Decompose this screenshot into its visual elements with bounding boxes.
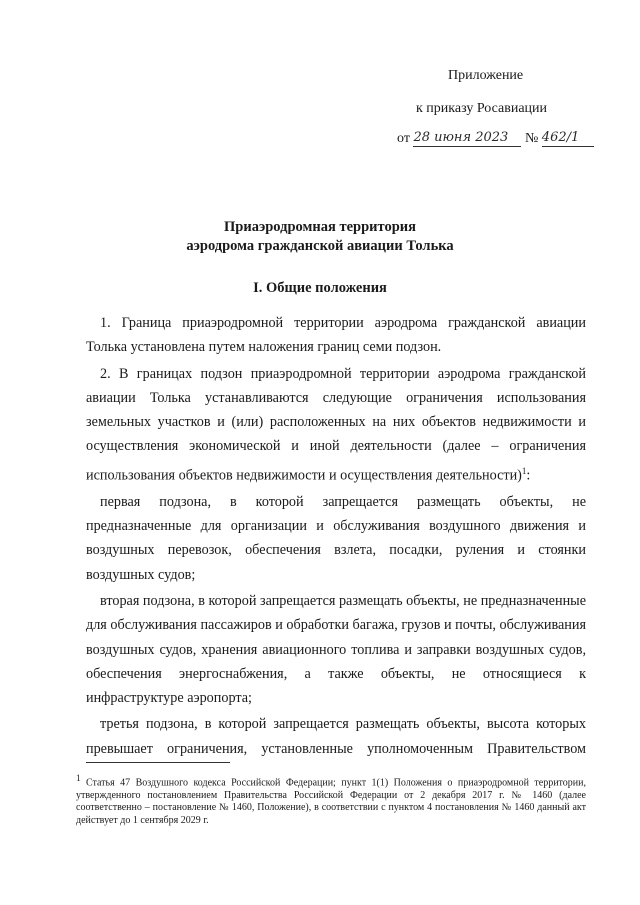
number-prefix: № xyxy=(524,131,539,146)
paragraph-subzone-2: вторая подзона, в которой запрещается размещать объекты, не предназначенные для обслуживания пассажиров и обработки багажа, грузов и почты, обслуживания воздушных судов, хранения авиационного топлива и заправки воздушных судов, обеспечения энергоснабжения, а также объекты, не относящиеся к инфраструктуре аэропорта; xyxy=(86,593,586,707)
footnote-divider xyxy=(86,762,230,763)
number-field xyxy=(542,130,594,147)
document-title-line1: Приаэродромная территория xyxy=(224,219,416,235)
order-reference: к приказу Росавиации xyxy=(416,101,548,116)
footnote-reference[interactable]: 1 xyxy=(521,465,527,476)
handwritten-number: 462/1 xyxy=(541,130,580,145)
paragraph-2-text: 2. В границах подзон приаэродромной территории аэродрома гражданской авиации Толька устанавливаются следующие ограничения использования земельных участков и (или) расположенных на них объектов недвижимости и осуществления экономической и иной деятельности (далее – ограничения использования объектов недвижимости и осуществления деятельности) xyxy=(86,365,586,484)
appendix-label: Приложение xyxy=(448,68,524,83)
date-number-line xyxy=(397,130,594,147)
footnote-text: Статья 47 Воздушного кодекса Российской Федерации; пункт 1(1) Положения о приаэродромной территории, утвержденного постановлением Правительства Российской Федерации от 2 декабря 2017 г. № 1460 (далее соответственно – постановление № 1460, Положение), в соответствии с пунктом 4 постановления № 1460 данный акт действует до 1 сентября 2029 г. xyxy=(76,777,586,826)
date-field xyxy=(413,130,521,147)
footnote-marker: 1 xyxy=(76,773,81,783)
paragraph-2 xyxy=(86,362,586,488)
paragraph-1: 1. Граница приаэродромной территории аэродрома гражданской авиации Толька установлена путем наложения границ семи подзон. xyxy=(86,315,586,356)
paragraph-subzone-3: третья подзона, в которой запрещается размещать объекты, высота которых превышает ограничения, установленные уполномоченным Правительством xyxy=(86,716,586,757)
date-prefix: от xyxy=(397,131,410,146)
handwritten-date: 28 июня 2023 xyxy=(413,130,509,145)
section-heading: I. Общие положения xyxy=(253,280,387,296)
footnote xyxy=(76,772,586,827)
paragraph-2-colon: : xyxy=(526,467,531,484)
document-title-line2: аэродрома гражданской авиации Толька xyxy=(186,238,454,254)
paragraph-subzone-1: первая подзона, в которой запрещается размещать объекты, не предназначенные для организации и обслуживания воздушного движения и воздушных перевозок, обеспечения взлета, посадки, руления и стоянки воздушных судов; xyxy=(86,493,586,583)
document-body xyxy=(86,311,586,763)
